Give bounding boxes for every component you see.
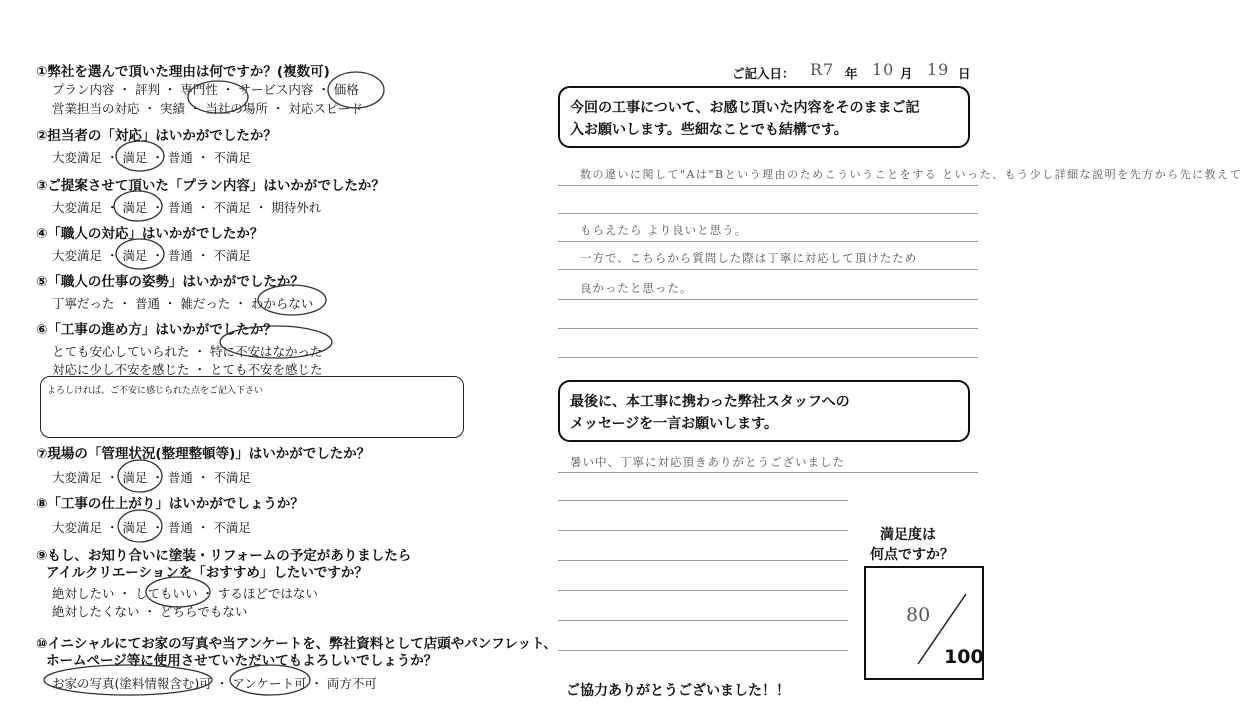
question-1-options-2: 営業担当の対応 ・ 実績 ・ 当社の場所 ・ 対応スピード: [52, 101, 363, 116]
question-10-options: お家の写真(塗料情報含む)可 ・ アンケート可 ・ 両方不可: [52, 676, 377, 691]
comment-label: よろしければ、ご不安に感じられた点をご記入下さい: [47, 386, 264, 396]
message-handwritten: 暑い中、丁寧に対応頂きありがとうございました: [570, 455, 845, 469]
date-year-unit: 年: [845, 66, 858, 81]
question-4-options: 大変満足 ・ 満足 ・ 普通 ・ 不満足: [52, 248, 251, 263]
question-6-options-2: 対応に少し不安を感じた ・ とても不安を感じた: [52, 362, 323, 377]
question-8-title: ⑧「工事の仕上がり」はいかがでしょうか？: [36, 496, 304, 512]
question-3-options: 大変満足 ・ 満足 ・ 普通 ・ 不満足 ・ 期待外れ: [52, 200, 322, 215]
score-box: [864, 566, 984, 680]
score-max: 100: [944, 646, 984, 668]
impression-handwritten-4: 良かったと思った。: [580, 281, 693, 295]
question-8-options: 大変満足 ・ 満足 ・ 普通 ・ 不満足: [52, 520, 251, 535]
question-7-options: 大変満足 ・ 満足 ・ 普通 ・ 不満足: [52, 470, 251, 485]
question-10-title: ⑩イニシャルにてお家の写真や当アンケートを、弊社資料として店頭やパンフレット、: [36, 636, 557, 652]
impression-handwritten-2: もらえたら より良いと思う。: [580, 223, 748, 237]
score-label-2: 何点ですか？: [870, 547, 954, 563]
impression-handwritten-1: 数の違いに関して"Aは"Bという理由のためこういうことをする といった、もう少し詳細な説明を先方から先に教えて: [580, 168, 1242, 181]
question-9-options-2: 絶対したくない ・ どちらでもない: [52, 604, 248, 619]
question-2-title: ②担当者の「対応」はいかがでしたか？: [36, 128, 277, 144]
question-1-title: ①弊社を選んで頂いた理由は何ですか？(複数可): [36, 64, 330, 80]
score-value: 80: [906, 604, 931, 626]
date-month: 10: [872, 60, 895, 79]
score-label-1: 満足度は: [880, 527, 936, 543]
question-9-title: ⑨もし、お知り合いに塗装・リフォームの予定がありましたら: [36, 548, 412, 564]
date-month-unit: 月: [900, 66, 913, 81]
comment-box[interactable]: [40, 376, 464, 438]
question-1-options-1: プラン内容 ・ 評判 ・ 専門性 ・ サービス内容 ・ 価格: [52, 82, 359, 97]
question-7-title: ⑦現場の「管理状況(整理整頓等)」はいかがでしたか？: [36, 446, 371, 462]
date-year: R7: [810, 60, 835, 79]
question-6-title: ⑥「工事の進め方」はいかがでしたか？: [36, 322, 277, 338]
message-prompt-1: 最後に、本工事に携わった弊社スタッフへの: [570, 394, 850, 410]
impression-handwritten-3: 一方で、こちらから質問した際は丁寧に対応して頂けたため: [580, 251, 918, 265]
question-10-title-2: ホームページ等に使用させていただいてもよろしいでしょうか？: [46, 653, 438, 669]
question-3-title: ③ご提案させて頂いた「プラン内容」はいかがでしたか？: [36, 178, 385, 194]
thanks-text: ご協力ありがとうございました！！: [566, 683, 790, 699]
date-day-unit: 日: [958, 66, 971, 81]
impression-prompt-box: [558, 86, 970, 148]
question-4-title: ④「職人の対応」はいかがでしたか？: [36, 226, 264, 242]
date-day: 19: [927, 60, 950, 79]
question-2-options: 大変満足 ・ 満足 ・ 普通 ・ 不満足: [52, 150, 251, 165]
impression-prompt-1: 今回の工事について、お感じ頂いた内容をそのままご記: [570, 100, 920, 116]
message-prompt-box: [558, 380, 970, 442]
message-prompt-2: メッセージを一言お願いします。: [570, 416, 779, 432]
impression-prompt-2: 入お願いします。些細なことでも結構です。: [570, 122, 848, 138]
question-9-title-2: アイルクリエーションを「おすすめ」したいですか？: [46, 565, 368, 581]
date-label: ご記入日：: [732, 66, 795, 81]
question-5-title: ⑤「職人の仕事の姿勢」はいかがでしたか？: [36, 274, 304, 290]
question-9-options-1: 絶対したい ・ してもいい ・ するほどではない: [52, 586, 318, 601]
question-6-options-1: とても安心していられた ・ 特に不安はなかった: [52, 344, 323, 359]
question-5-options: 丁寧だった ・ 普通 ・ 雑だった ・ わからない: [52, 296, 314, 311]
